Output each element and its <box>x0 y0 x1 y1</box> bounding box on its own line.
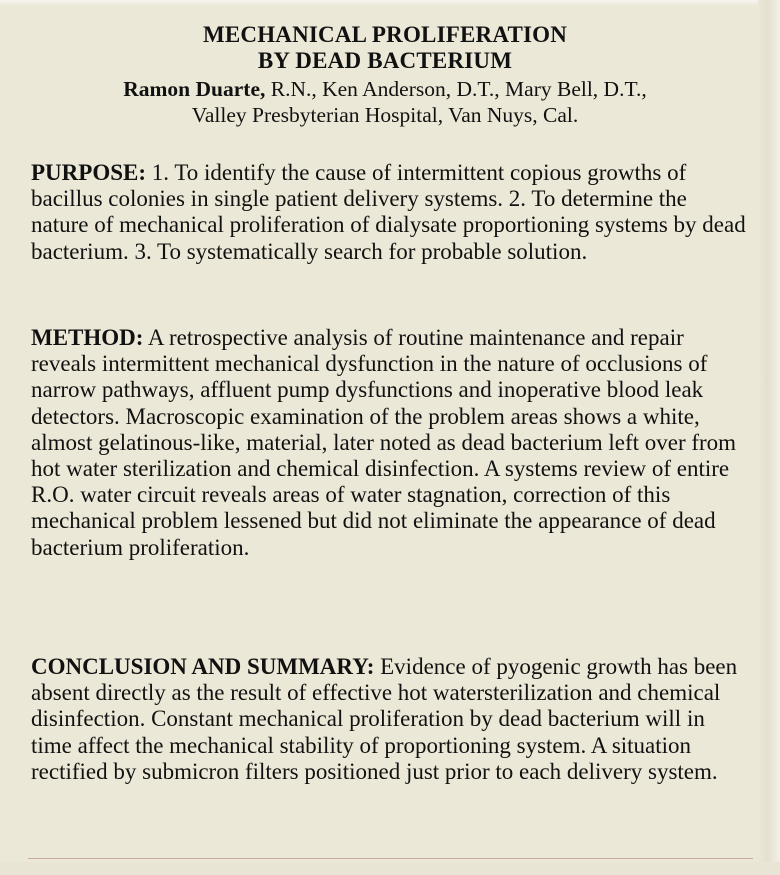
author-list <box>20 76 750 128</box>
purpose-heading: PURPOSE: <box>31 160 146 185</box>
co-authors: R.N., Ken Anderson, D.T., Mary Bell, D.T., <box>265 77 647 101</box>
title-line-1: MECHANICAL PROLIFERATION <box>202 22 568 47</box>
purpose-text: 1. To identify the cause of intermittent copious growths of bacillus colonies in single patient delivery systems. 2. To determine the nature of mechanical proliferation of dialysate proportioning systems by dead bacterium. 3. To systematically search for probable solution. <box>31 160 746 264</box>
conclusion-text: Evidence of pyogenic growth has been absent directly as the result of effective hot watersterilization and chemical disinfection. Constant mechanical proliferation by dead bacterium will in time affect the mechanical stability of proportioning system. A situation rectified by submicron filters positioned just prior to each delivery system. <box>31 654 738 784</box>
abstract-title <box>20 22 750 74</box>
conclusion-heading: CONCLUSION AND SUMMARY: <box>31 654 375 679</box>
conclusion-section <box>31 654 746 785</box>
lead-author: Ramon Duarte, <box>123 77 266 101</box>
method-heading: METHOD: <box>31 325 144 350</box>
page-right-edge <box>758 0 780 875</box>
affiliation: Valley Presbyterian Hospital, Van Nuys, Cal. <box>191 103 579 127</box>
page-top-edge <box>0 0 780 6</box>
abstract-header <box>20 22 750 128</box>
purpose-section <box>31 160 746 265</box>
title-line-2: BY DEAD BACTERIUM <box>257 48 513 73</box>
method-text: A retrospective analysis of routine maintenance and repair reveals intermittent mechanical dysfunction in the nature of occlusions of narrow pathways, affluent pump dysfunctions and inoperative blood leak detectors. Macroscopic examination of the problem areas shows a white, almost gelatinous-like, material, later noted as dead bacterium left over from hot water sterilization and chemical disinfection. A systems review of entire R.O. water circuit reveals areas of water stagnation, correction of this mechanical problem lessened but did not eliminate the appearance of dead bacterium proliferation. <box>31 325 737 560</box>
page-bottom-strip <box>0 862 780 875</box>
method-section <box>31 325 746 561</box>
bottom-divider <box>28 858 753 859</box>
